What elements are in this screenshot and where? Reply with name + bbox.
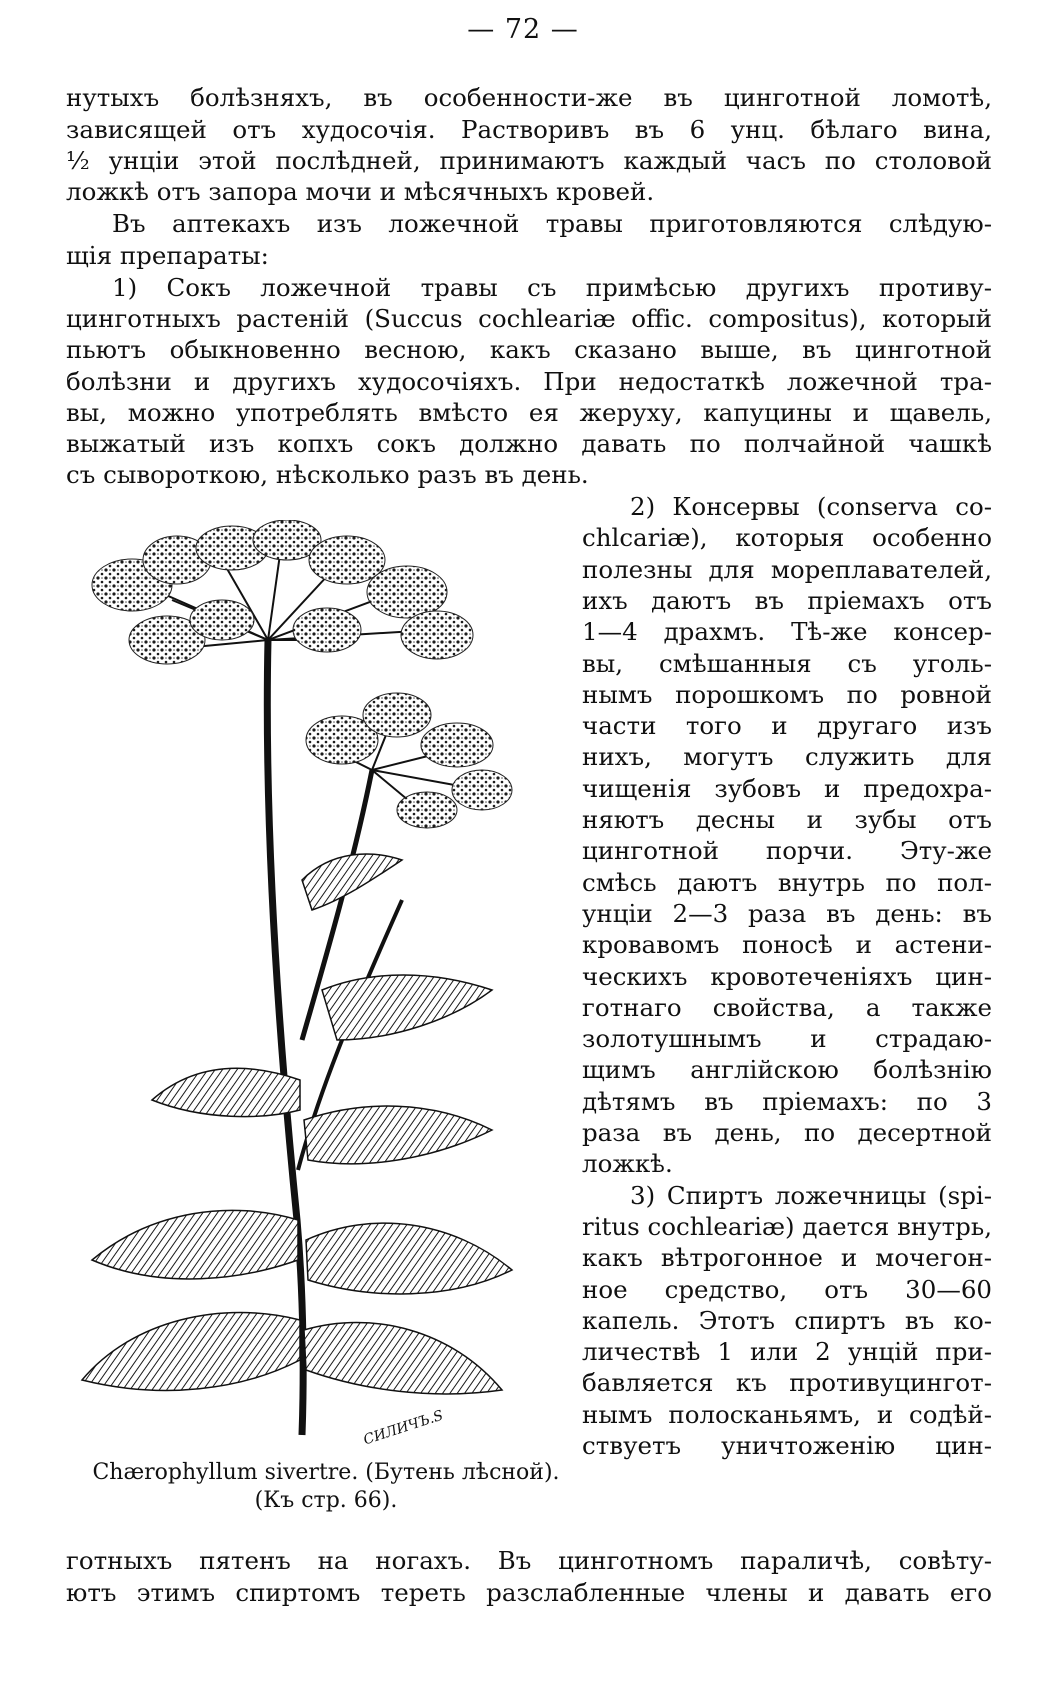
- column-text-line: части того и другаго изъ: [582, 711, 992, 741]
- column-text-line: личествѣ 1 или 2 унцій при-: [582, 1337, 992, 1367]
- column-text-line: ложкѣ.: [582, 1149, 673, 1179]
- plant-illustration: [72, 520, 572, 1450]
- engraver-signature: СИЛИЧЪ.S: [361, 1407, 446, 1449]
- text-line: нутыхъ болѣзняхъ, въ особенности-же въ цинготной ломотѣ,: [66, 83, 992, 112]
- column-text-line: смѣсь даютъ внутрь по пол-: [582, 867, 992, 897]
- column-text-line: готнаго свойства, а также: [582, 992, 992, 1022]
- page-number: — 72 —: [467, 14, 579, 45]
- column-text-line: какъ вѣтрогонное и мочегон-: [582, 1243, 992, 1273]
- column-text-line: ихъ даютъ въ пріемахъ отъ: [582, 585, 992, 615]
- column-text-line: бавляется къ противуцингот-: [582, 1368, 992, 1398]
- column-text-line: золотушнымъ и страдаю-: [582, 1024, 992, 1054]
- column-text-line: нихъ, могутъ служить для: [582, 742, 992, 772]
- column-text-line: вы, смѣшанныя съ уголь-: [582, 648, 992, 678]
- column-text-line: ritus cochleariæ) дается внутрь,: [582, 1211, 992, 1241]
- column-text-line: chlcariæ), которыя особенно: [582, 523, 992, 553]
- column-text-line: полезны для мореплавателей,: [582, 554, 992, 584]
- text-line: 1) Сокъ ложечной травы съ примѣсью другихъ противу-: [112, 273, 992, 302]
- column-text-line: ческихъ кровотеченіяхъ цин-: [582, 961, 992, 991]
- text-line: вы, можно употреблять вмѣсто ея жеруху, капуцины и щавель,: [66, 398, 992, 427]
- text-line: ютъ этимъ спиртомъ тереть разслабленные члены и давать его: [66, 1578, 992, 1607]
- column-text-line: 3) Спиртъ ложечницы (spi-: [630, 1180, 992, 1210]
- figure-caption: Chærophyllum sivertre. (Бутень лѣсной).: [92, 1460, 560, 1485]
- column-text-line: щимъ англійскою болѣзнію: [582, 1055, 992, 1085]
- column-text-line: раза въ день, по десертной: [582, 1118, 992, 1147]
- text-line: пьютъ обыкновенно весною, какъ сказано выше, въ цинготной: [66, 335, 992, 364]
- column-text-line: дѣтямъ въ пріемахъ: по 3: [582, 1086, 992, 1116]
- figure-caption-ref: (Къ стр. 66).: [254, 1488, 398, 1513]
- column-text-line: 2) Консервы (conserva co-: [630, 492, 992, 521]
- text-line: готныхъ пятенъ на ногахъ. Въ цинготномъ параличѣ, совѣту-: [66, 1546, 992, 1575]
- column-text-line: чищенія зубовъ и предохра-: [582, 773, 992, 803]
- text-line: Въ аптекахъ изъ ложечной травы приготовляются слѣдую-: [112, 209, 992, 238]
- text-line: щія препараты:: [66, 241, 269, 270]
- text-line: цинготныхъ растеній (Succus cochleariæ offic. compositus), который: [66, 304, 992, 333]
- column-text-line: 1—4 драхмъ. Тѣ-же консер-: [582, 617, 992, 647]
- text-line: зависящей отъ худосочія. Растворивъ въ 6 унц. бѣлаго вина,: [66, 115, 992, 144]
- column-text-line: няютъ десны и зубы отъ: [582, 805, 992, 834]
- column-text-line: кровавомъ поносѣ и астени-: [582, 930, 992, 960]
- text-line: выжатый изъ копхъ сокъ должно давать по полчайной чашкѣ: [66, 429, 992, 458]
- text-line: съ сывороткою, нѣсколько разъ въ день.: [66, 460, 589, 489]
- text-line: болѣзни и другихъ худосочіяхъ. При недостаткѣ ложечной тра-: [66, 367, 992, 396]
- column-text-line: капель. Этотъ спиртъ въ ко-: [582, 1305, 992, 1335]
- column-text-line: унціи 2—3 раза въ день: въ: [582, 898, 992, 928]
- column-text-line: нымъ порошкомъ по ровной: [582, 679, 992, 709]
- column-text-line: цинготной порчи. Эту-же: [582, 836, 992, 866]
- text-line: ложкѣ отъ запора мочи и мѣсячныхъ кровей.: [66, 177, 655, 206]
- column-text-line: ное средство, отъ 30—60: [582, 1274, 992, 1304]
- column-text-line: ствуетъ уничтоженію цин-: [582, 1431, 992, 1460]
- text-line: ½ унціи этой послѣдней, принимаютъ каждый часъ по столовой: [66, 146, 992, 175]
- column-text-line: нымъ полосканьямъ, и содѣй-: [582, 1399, 992, 1429]
